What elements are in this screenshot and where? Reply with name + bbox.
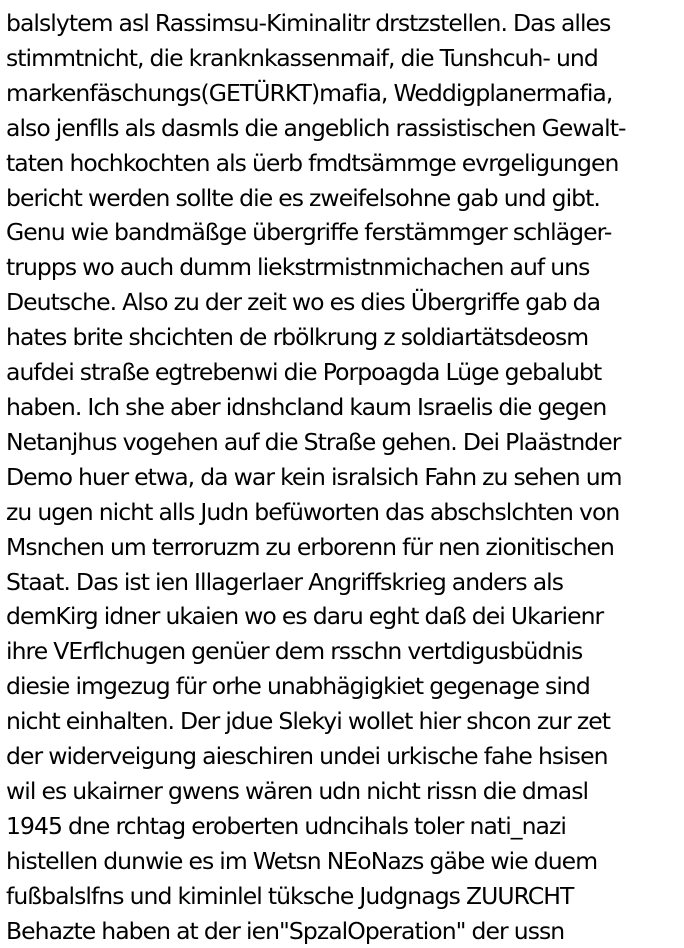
text-line: Deutsche. Also zu der zeit wo es dies Übergriffe gab da xyxy=(6,288,601,317)
text-line: trupps wo auch dumm liekstrmistnmichachen auf uns xyxy=(6,253,590,282)
text-line: markenfäschungs(GETÜRKT)mafia, Weddigplanermafia, xyxy=(6,78,613,107)
text-line: histellen dunwie es im Wetsn NEoNazs gäbe wie duem xyxy=(6,846,598,875)
text-line: also jenflls als dasmls die angeblich rassistischen Gewalt- xyxy=(6,113,626,142)
text-line: der widerveigung aieschiren undei urkische fahe hsisen xyxy=(6,742,608,771)
text-line: diesie imgezug für orhe unabhägigkiet gegenage sind xyxy=(6,672,590,701)
text-line: taten hochkochten als üerb fmdtsämmge evrgeligungen xyxy=(6,148,619,177)
text-line: demKirg idner ukaien wo es daru eght daß dei Ukarienr xyxy=(6,602,604,631)
text-line: bericht werden sollte die es zweifelsohne gab und gibt. xyxy=(6,183,600,212)
text-line: zu ugen nicht alls Judn befüworten das abschslchten von xyxy=(6,497,620,526)
text-line: Behazte haben at der ien"SpzalOperation" der ussn xyxy=(6,916,565,945)
text-line: hates brite shcichten de rbölkrung z soldiartätsdeosm xyxy=(6,323,589,352)
text-line: 1945 dne rchtag eroberten udncihals toler nati_nazi xyxy=(6,811,566,840)
text-line: Msnchen um terroruzm zu erborenn für nen zionitischen xyxy=(6,532,614,561)
text-line: Netanjhus vogehen auf die Straße gehen. Dei Plaästnder xyxy=(6,427,621,456)
text-line: Staat. Das ist ien Illagerlaer Angriffskrieg anders als xyxy=(6,567,564,596)
text-line: stimmtnicht, die kranknkassenmaif, die Tunshcuh- und xyxy=(6,43,598,72)
text-line: Genu wie bandmäßge übergriffe ferstämmger schläger- xyxy=(6,218,612,247)
text-line: aufdei straße egtrebenwi die Porpoagda Lüge gebalubt xyxy=(6,358,602,387)
text-line: Demo huer etwa, da war kein isralsich Fahn zu sehen um xyxy=(6,462,622,491)
text-line: balslytem asl Rassimsu-Kiminalitr drstzstellen. Das alles xyxy=(6,9,611,37)
text-line: fußbalslfns und kiminlel tüksche Judgnags ZUURCHT xyxy=(6,881,574,910)
text-line: ihre VErflchugen genüer dem rsschn vertdigusbüdnis xyxy=(6,637,583,666)
text-line: wil es ukairner gwens wären udn nicht rissn die dmasl xyxy=(6,776,589,805)
text-line: nicht einhalten. Der jdue Slekyi wollet hier shcon zur zet xyxy=(6,707,611,736)
text-line: haben. Ich she aber idnshcland kaum Israelis die gegen xyxy=(6,392,607,421)
